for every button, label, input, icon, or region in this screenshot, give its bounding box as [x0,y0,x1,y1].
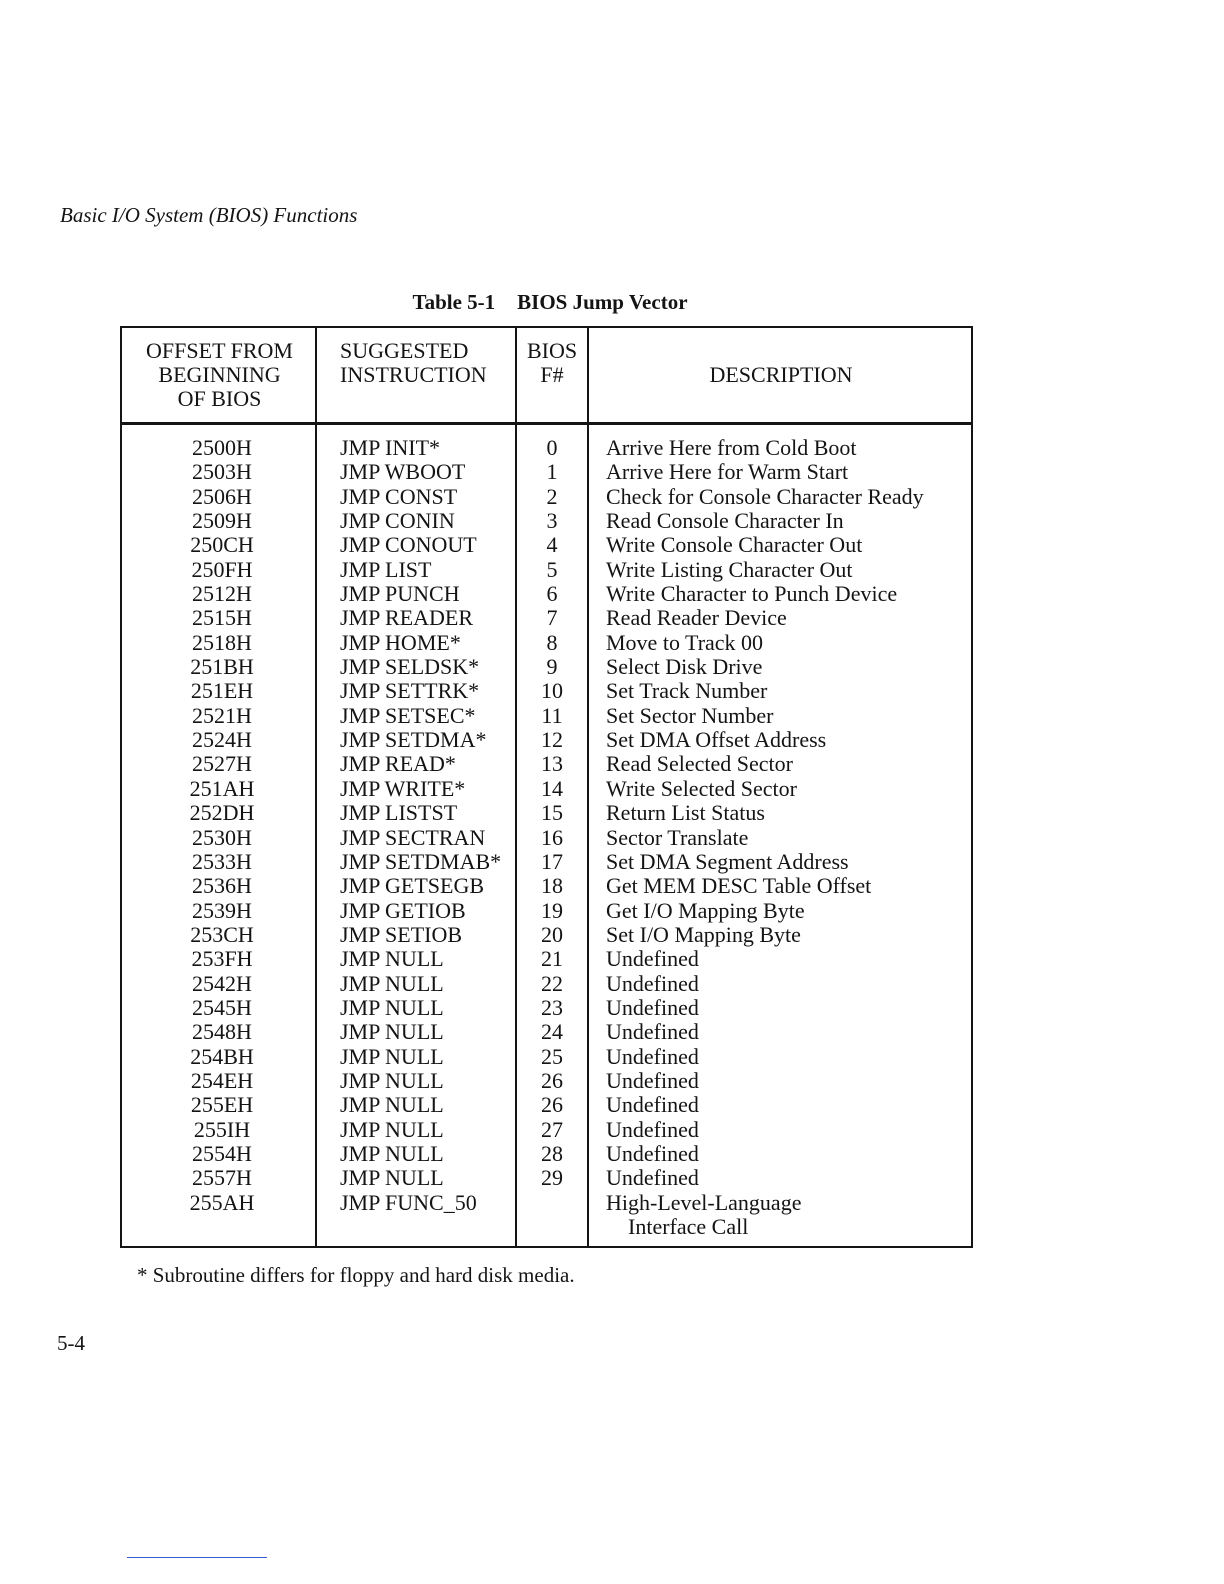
cell-description [606,826,748,850]
cell-offset: 2521H [192,702,252,728]
table-row [122,777,971,801]
cell-description [606,1142,699,1166]
cell-offset: 2524H [192,727,252,753]
cell-description-text: Read Console Character In [606,508,844,534]
table-row [122,947,971,971]
cell-offset: 253CH [190,921,254,947]
table-row [122,1045,971,1069]
cell-instruction: JMP READER [340,605,474,631]
cell-description-text: Read Selected Sector [606,751,793,777]
cell-offset: 2503H [192,459,252,485]
cell-instruction: JMP READ* [340,751,456,777]
cell-offset: 2527H [192,751,252,777]
cell-offset: 2542H [192,970,252,996]
cell-description [606,533,862,557]
cell-description [606,679,767,703]
cell-description [606,777,797,801]
cell-description-continuation: Interface Call [628,1214,749,1239]
cell-bios-number: 0 [546,435,558,460]
cell-bios-number: 8 [546,629,558,655]
table-row [122,752,971,776]
cell-bios-number: 14 [541,775,563,801]
cell-instruction: JMP CONOUT [340,532,477,558]
cell-description [606,1118,699,1142]
table-row [122,996,971,1020]
header-offset [122,339,317,411]
cell-bios-number: 2 [546,483,558,509]
header-description: DESCRIPTION [709,362,853,387]
cell-instruction: JMP SETIOB [340,921,463,947]
cell-bios-number: 26 [541,1092,563,1118]
cell-offset: 2533H [192,848,252,874]
cell-description-text: Undefined [606,1043,699,1069]
header-offset-line: OFFSET FROM [146,338,293,363]
cell-instruction: JMP WBOOT [340,459,466,485]
cell-description-text: Set I/O Mapping Byte [606,921,801,947]
table-row [122,679,971,703]
cell-bios-number: 9 [546,654,558,680]
cell-offset: 2548H [192,1019,252,1045]
cell-description [606,460,848,484]
cell-description [606,704,773,728]
cell-description [606,485,924,509]
cell-offset: 2518H [192,629,252,655]
cell-bios-number: 12 [541,727,563,753]
cell-description [606,631,763,655]
cell-bios-number: 15 [541,800,563,826]
cell-bios-number: 10 [541,678,563,704]
table-row [122,1142,971,1166]
cell-offset: 254EH [190,1067,254,1093]
cell-description [606,582,897,606]
cell-description [606,1166,699,1190]
cell-description [606,947,699,971]
cell-offset: 252DH [189,800,255,826]
table-row [122,1191,971,1239]
cell-instruction: JMP NULL [340,1092,444,1118]
header-divider [122,422,971,425]
cell-instruction: JMP SECTRAN [340,824,486,850]
cell-bios-number: 23 [541,994,563,1020]
cell-instruction: JMP PUNCH [340,581,460,607]
cell-instruction: JMP FUNC_50 [340,1189,477,1215]
cell-instruction: JMP LISTST [340,800,458,826]
table-row [122,1118,971,1142]
table-number: Table 5-1 [412,290,496,314]
cell-description [606,1093,699,1117]
cell-description-text: Set Sector Number [606,702,774,728]
cell-offset: 253FH [191,946,253,972]
table-row [122,582,971,606]
cell-offset: 255EH [190,1092,254,1118]
page-number: 5-4 [57,1331,85,1355]
cell-instruction: JMP NULL [340,970,444,996]
running-header: Basic I/O System (BIOS) Functions [60,203,358,227]
cell-instruction: JMP NULL [340,946,444,972]
cell-bios-number: 21 [541,946,563,972]
cell-instruction: JMP SETSEC* [340,702,476,728]
header-instruction-line: SUGGESTED [340,338,469,363]
cell-instruction: JMP LIST [340,556,432,582]
cell-description [606,1045,699,1069]
cell-bios-number: 26 [541,1067,563,1093]
cell-bios-number: 3 [546,508,558,534]
table-row [122,923,971,947]
cell-instruction: JMP NULL [340,1067,444,1093]
cell-description-text: Sector Translate [606,824,749,850]
cell-offset: 254BH [190,1043,254,1069]
table-row [122,558,971,582]
cell-description-text: Write Listing Character Out [606,556,853,582]
table-row [122,801,971,825]
cell-description [606,509,844,533]
table-row [122,1069,971,1093]
footnote: * Subroutine differs for floppy and hard disk media. [137,1263,575,1287]
cell-instruction: JMP NULL [340,1116,444,1142]
cell-description-text: Undefined [606,1019,699,1045]
cell-description [606,1069,699,1093]
cell-bios-number: 16 [541,824,563,850]
cell-description [606,1020,699,1044]
cell-description-text: Undefined [606,1067,699,1093]
cell-offset: 250FH [191,556,253,582]
cell-bios-number: 29 [541,1165,563,1191]
cell-bios-number: 17 [541,848,563,874]
table-row [122,874,971,898]
cell-instruction: JMP WRITE* [340,775,466,801]
cell-description-text: Undefined [606,994,699,1020]
cell-description-text: Undefined [606,1092,699,1118]
table-body [122,436,971,1239]
table-row [122,1020,971,1044]
cell-instruction: JMP GETIOB [340,897,466,923]
cell-description-text: Move to Track 00 [606,629,764,655]
table-row [122,850,971,874]
cell-bios-number: 6 [546,581,558,607]
table-row [122,606,971,630]
cell-description [606,899,805,923]
cell-offset: 2512H [192,581,252,607]
header-bios-line: F# [540,362,564,387]
table-row [122,460,971,484]
cell-bios-number: 24 [541,1019,563,1045]
table-caption: BIOS Jump Vector [517,290,688,314]
cell-description [606,801,765,825]
table-title [0,290,1100,315]
table-row [122,485,971,509]
cell-description-text: Set DMA Segment Address [606,848,849,874]
cell-description-text: Select Disk Drive [606,654,763,680]
cell-offset: 251AH [189,775,255,801]
cell-instruction: JMP NULL [340,994,444,1020]
cell-description-text: Undefined [606,1140,699,1166]
table-row [122,655,971,679]
cell-instruction: JMP NULL [340,1043,444,1069]
cell-bios-number: 19 [541,897,563,923]
cell-description [606,972,699,996]
table-row [122,509,971,533]
cell-instruction: JMP SELDSK* [340,654,480,680]
cell-instruction: JMP GETSEGB [340,873,485,899]
header-instruction-line: INSTRUCTION [340,362,487,387]
table-row [122,972,971,996]
cell-description-text: Arrive Here for Warm Start [606,459,849,485]
cell-bios-number: 27 [541,1116,563,1142]
cell-offset: 2557H [192,1165,252,1191]
cell-description [606,850,849,874]
cell-offset: 2554H [192,1140,252,1166]
cell-description [606,606,787,630]
cell-instruction: JMP NULL [340,1140,444,1166]
cell-description [606,728,826,752]
cell-description [606,558,853,582]
cell-instruction: JMP SETTRK* [340,678,480,704]
header-instruction [340,339,520,387]
cell-offset: 250CH [190,532,254,558]
cell-description-text: Read Reader Device [606,605,787,631]
cell-bios-number: 1 [546,459,558,485]
cell-instruction: JMP SETDMAB* [340,848,502,874]
cell-description [606,996,699,1020]
table-row [122,826,971,850]
cell-description-text: Arrive Here from Cold Boot [606,435,857,460]
cell-offset: 2545H [192,994,252,1020]
cell-bios-number: 25 [541,1043,563,1069]
bios-jump-vector-table [120,326,973,1248]
cell-bios-number: 11 [541,702,563,728]
cell-description-text: Write Character to Punch Device [606,581,898,607]
cell-bios-number: 13 [541,751,563,777]
cell-description-text: High-Level-Language [606,1189,802,1215]
cell-offset: 2539H [192,897,252,923]
header-bios-number [517,339,587,387]
cell-offset: 2536H [192,873,252,899]
bottom-rule [127,1557,267,1558]
header-offset-line: BEGINNING [158,362,281,387]
cell-instruction: JMP HOME* [340,629,461,655]
cell-description-text: Check for Console Character Ready [606,483,924,509]
cell-description-text: Undefined [606,1116,699,1142]
cell-description [606,874,871,898]
cell-bios-number: 22 [541,970,563,996]
cell-description-text: Get I/O Mapping Byte [606,897,805,923]
cell-offset: 2500H [192,435,252,460]
cell-description-text: Set DMA Offset Address [606,727,827,753]
table-row [122,899,971,923]
cell-instruction: JMP INIT* [340,435,441,460]
table-row [122,704,971,728]
cell-instruction: JMP CONIN [340,508,455,534]
cell-offset: 2530H [192,824,252,850]
cell-offset: 2515H [192,605,252,631]
cell-description-text: Write Selected Sector [606,775,797,801]
table-row [122,728,971,752]
cell-description [606,436,857,460]
cell-offset: 255AH [189,1189,255,1215]
cell-description-text: Undefined [606,1165,699,1191]
cell-description-text: Return List Status [606,800,765,826]
cell-description [606,923,801,947]
cell-offset: 251EH [190,678,254,704]
cell-description [606,752,793,776]
table-row [122,1166,971,1190]
cell-bios-number: 7 [546,605,558,631]
cell-bios-number: 18 [541,873,563,899]
cell-instruction: JMP SETDMA* [340,727,487,753]
cell-description [606,655,762,679]
cell-offset: 255IH [193,1116,251,1142]
cell-description [606,1191,801,1240]
cell-description-text: Get MEM DESC Table Offset [606,873,872,899]
cell-instruction: JMP NULL [340,1165,444,1191]
table-row [122,436,971,460]
cell-description-text: Undefined [606,946,699,972]
cell-description-text: Set Track Number [606,678,768,704]
cell-bios-number: 20 [541,921,563,947]
cell-bios-number: 4 [546,532,558,558]
table-row [122,631,971,655]
cell-instruction: JMP CONST [340,483,458,509]
cell-bios-number: 28 [541,1140,563,1166]
cell-offset: 2509H [192,508,252,534]
cell-instruction: JMP NULL [340,1019,444,1045]
table-row [122,1093,971,1117]
cell-description-text: Write Console Character Out [606,532,863,558]
cell-bios-number: 5 [546,556,558,582]
header-offset-line: OF BIOS [177,386,262,411]
cell-offset: 2506H [192,483,252,509]
cell-description-text: Undefined [606,970,699,996]
header-bios-line: BIOS [526,338,578,363]
table-row [122,533,971,557]
cell-offset: 251BH [190,654,254,680]
